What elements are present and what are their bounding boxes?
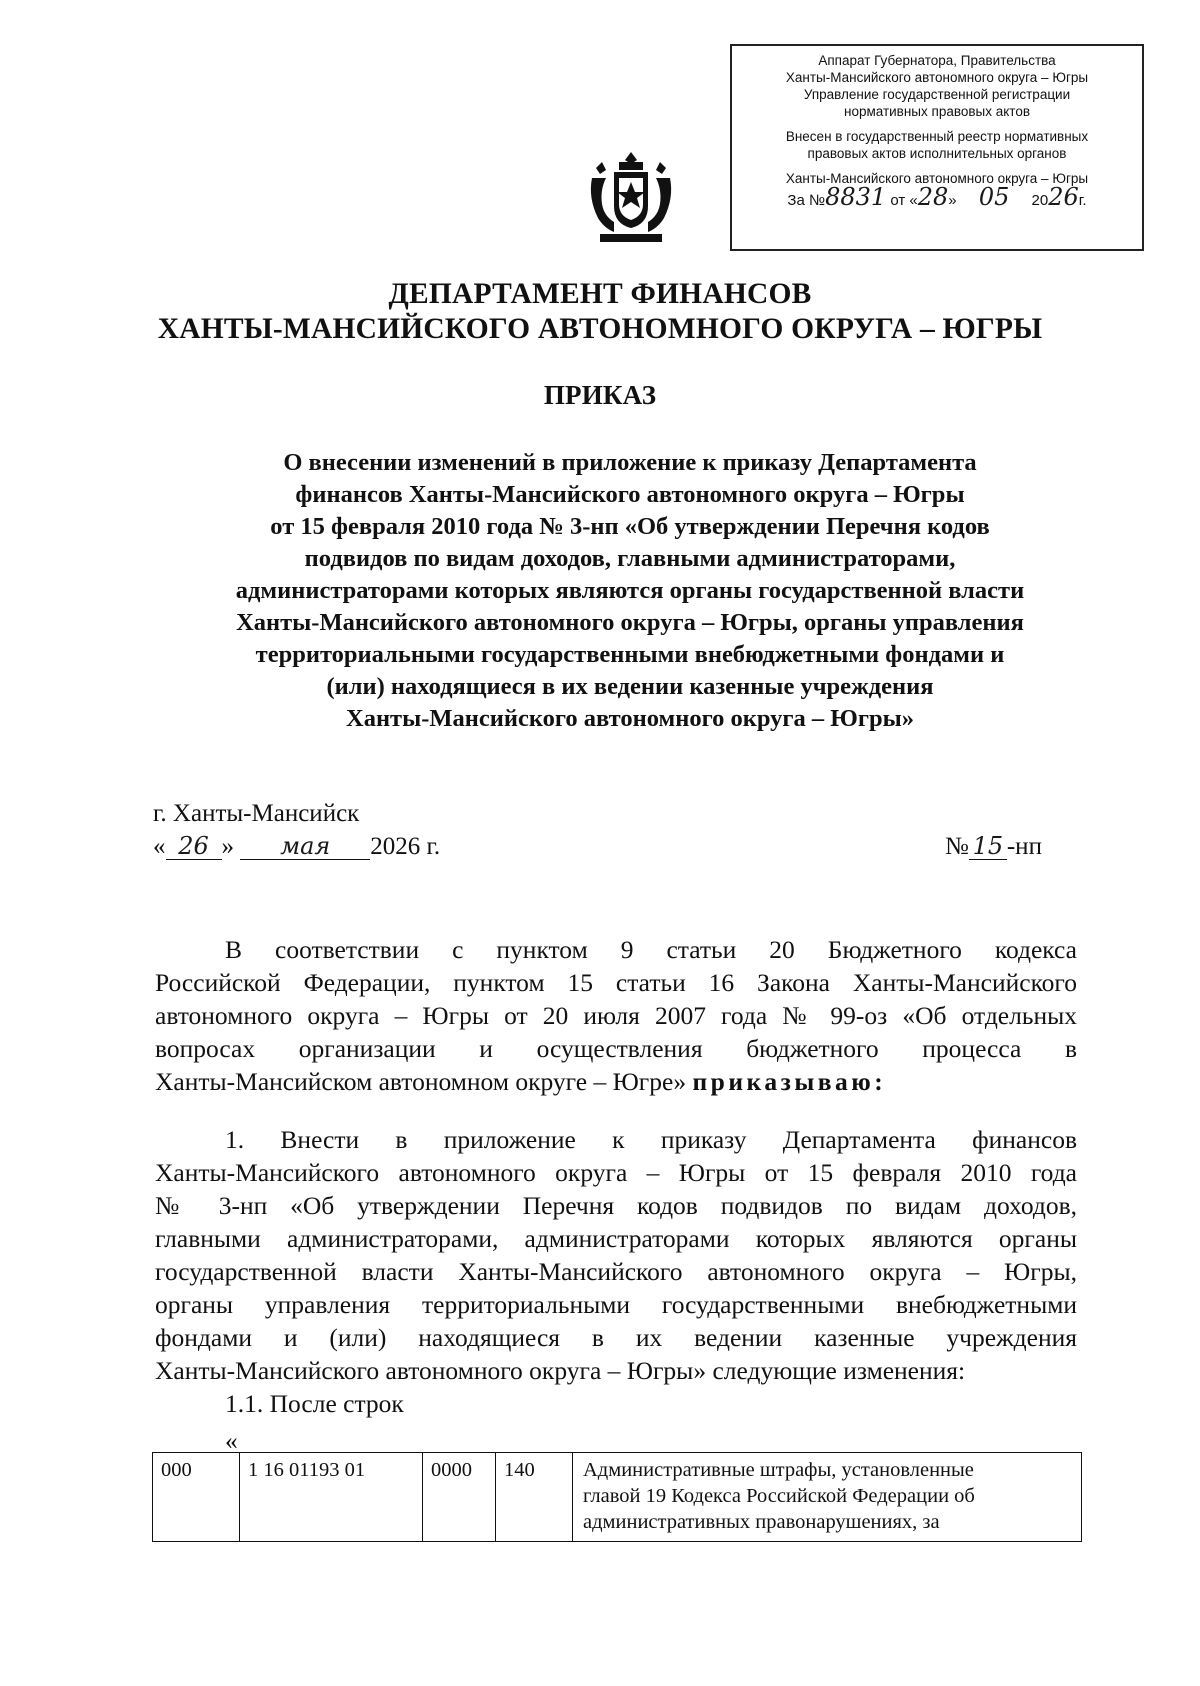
paragraph-line: 1. Внести в приложение к приказу Департамента финансов (225, 1125, 1077, 1154)
paragraph-line: автономного округа – Югры от 20 июля 2007 года № 99-оз «Об отдельных (155, 1001, 1077, 1030)
stamp-reg-day: 28 (917, 183, 949, 211)
description-line: главой 19 Кодекса Российской Федерации об (583, 1485, 975, 1507)
date-year: 2026 г. (370, 833, 441, 860)
stamp-line: Внесен в государственный реестр нормативных (785, 129, 1089, 144)
date-month: мая (240, 833, 370, 860)
coat-of-arms-icon (586, 148, 676, 246)
paragraph-line: Ханты-Мансийского автономного округа – Югры» следующие изменения: (155, 1356, 966, 1385)
order-colon: : (874, 1067, 883, 1096)
description-line: Административные штрафы, установленные (583, 1459, 974, 1481)
subject-line: Ханты-Мансийского автономного округа – Югры, органы управления (236, 609, 1024, 636)
number-prefix: № (945, 833, 969, 860)
registration-stamp (730, 44, 1144, 251)
order-word: приказываю (692, 1067, 875, 1096)
department-title-line1: ДЕПАРТАМЕНТ ФИНАНСОВ (388, 278, 812, 310)
document-subject (130, 447, 1130, 735)
codes-table (152, 1452, 1082, 1542)
document-number (945, 833, 1042, 861)
paragraph-line (155, 1065, 1077, 1098)
stamp-registration-line (732, 183, 1142, 211)
subject-line: территориальными государственными внебюджетными фондами и (255, 641, 1005, 668)
date-close-quote: » (221, 833, 234, 860)
stamp-line: Ханты-Мансийского автономного округа – Югры (785, 70, 1089, 85)
date-day: 26 (166, 833, 222, 860)
paragraph-line: главными администраторами, администраторами которых являются органы (155, 1224, 1077, 1253)
stamp-reg-year: 26 (1048, 183, 1079, 211)
date-open-quote: « (153, 833, 166, 860)
table-cell: 1 16 01193 01 (240, 1453, 423, 1542)
stamp-reg-suffix: г. (1078, 192, 1087, 209)
document-type: ПРИКАЗ (543, 380, 657, 410)
stamp-line: правовых актов исполнительных органов (807, 146, 1067, 161)
stamp-reg-number: 8831 (825, 183, 887, 211)
subject-line: финансов Ханты-Мансийского автономного округа – Югры (295, 481, 965, 508)
stamp-reg-year-prefix: 20 (1031, 192, 1049, 209)
paragraph-line: государственной власти Ханты-Мансийского автономного округа – Югры, (155, 1257, 1077, 1286)
stamp-reg-from: от « (890, 192, 918, 209)
table-cell: 0000 (423, 1453, 496, 1542)
subject-line: Ханты-Мансийского автономного округа – Югры» (346, 705, 914, 732)
subject-line: (или) находящиеся в их ведении казенные учреждения (326, 673, 934, 700)
stamp-reg-prefix: За № (787, 192, 826, 209)
place: г. Ханты-Мансийск (153, 800, 360, 827)
stamp-reg-month: 05 (978, 183, 1010, 211)
subject-line: администраторами которых являются органы государственной власти (235, 577, 1025, 604)
subject-line: О внесении изменений в приложение к приказу Департамента (283, 449, 977, 476)
subject-line: от 15 февраля 2010 года № 3-нп «Об утверждении Перечня кодов (270, 513, 990, 540)
paragraph-line: № 3-нп «Об утверждении Перечня кодов подвидов по видам доходов, (155, 1191, 1077, 1220)
paragraph-line: органы управления территориальными государственными внебюджетными (155, 1290, 1077, 1319)
stamp-line: Ханты-Мансийского автономного округа – Югры (785, 171, 1089, 186)
table-cell: 000 (153, 1453, 240, 1542)
paragraph-line-text: Ханты-Мансийском автономном округе – Югре» (155, 1067, 687, 1096)
number-value: 15 (969, 833, 1007, 860)
paragraph-line: Российской Федерации, пунктом 15 статьи 16 Закона Ханты-Мансийского (155, 968, 1077, 997)
paragraph-preamble (155, 933, 1077, 1098)
stamp-line: Аппарат Губернатора, Правительства (818, 53, 1056, 68)
description-line: административных правонарушениях, за (583, 1511, 940, 1533)
subject-line: подвидов по видам доходов, главными администраторами, (304, 545, 956, 572)
paragraph-item-1 (155, 1123, 1077, 1387)
paragraph-line: В соответствии с пунктом 9 статьи 20 Бюджетного кодекса (225, 935, 1077, 964)
document-date (153, 833, 440, 861)
table-cell-description (573, 1453, 1082, 1542)
department-title-line2: ХАНТЫ-МАНСИЙСКОГО АВТОНОМНОГО ОКРУГА – ЮГРЫ (157, 313, 1043, 345)
number-suffix: -нп (1006, 833, 1042, 860)
stamp-reg-mid: » (948, 192, 957, 209)
stamp-line: Управление государственной регистрации (803, 87, 1071, 102)
paragraph-line: фондами и (или) находящиеся в их ведении казенные учреждения (155, 1323, 1077, 1352)
table-open-quote: « (225, 1426, 238, 1455)
table-row (153, 1453, 1082, 1542)
paragraph-line: вопросах организации и осуществления бюджетного процесса в (155, 1034, 1077, 1063)
item-1-1: 1.1. После строк (225, 1389, 404, 1418)
table-cell: 140 (496, 1453, 573, 1542)
stamp-line: нормативных правовых актов (843, 104, 1031, 119)
paragraph-line: Ханты-Мансийского автономного округа – Югры от 15 февраля 2010 года (155, 1158, 1077, 1187)
